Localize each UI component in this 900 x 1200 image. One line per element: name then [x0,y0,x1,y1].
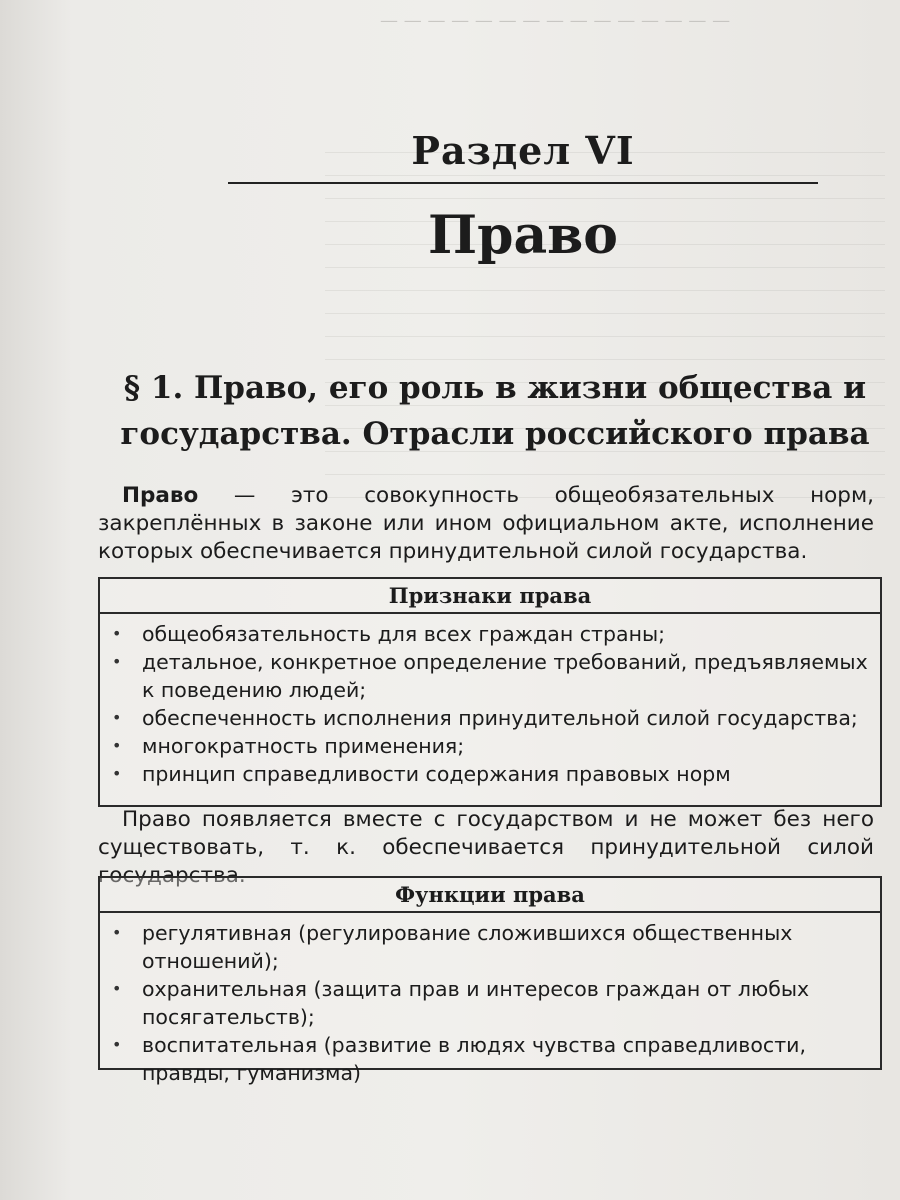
bullet-icon: • [112,652,122,671]
list-item: • принцип справедливости содержания правовых норм [112,762,731,786]
definition-term: Право [122,483,199,508]
bullet-icon: • [112,624,122,643]
definition-text: — это совокупность общеобязательных норм, закреплённых в законе или ином официальном акте, исполнение которых обеспечивается принудительной силой государства. [98,483,874,564]
bullet-icon: • [112,708,122,727]
bullet-icon: • [112,1035,122,1054]
definition-paragraph [98,482,874,566]
bleed-through-header: — — — — — — — — — — — — — — — [380,10,731,31]
list-item: • общеобязательность для всех граждан страны; [112,622,666,646]
functions-of-law-box [98,876,882,1085]
section-heading: Раздел VI [411,128,635,173]
functions-list [100,913,880,1091]
paragraph-heading: § 1. Право, его роль в жизни общества и государства. Отрасли российского права [120,370,870,452]
signs-of-law-box [98,577,882,807]
list-item: • воспитательная (развитие в людях чувства справедливости, правды, гуманизма) [112,1033,806,1085]
bullet-icon: • [112,764,122,783]
bullet-icon: • [112,923,122,942]
part-title: Право [428,205,618,266]
bullet-icon: • [112,979,122,998]
list-item: • многократность применения; [112,734,465,758]
heading-divider [228,182,818,184]
list-item: • охранительная (защита прав и интересов граждан от любых посягательств); [112,977,810,1029]
list-item: • обеспеченность исполнения принудительной силой государства; [112,706,858,730]
list-item: • детальное, конкретное определение требований, предъявляемых к поведению людей; [112,650,868,702]
list-item: • регулятивная (регулирование сложившихся общественных отношений); [112,921,793,973]
bullet-icon: • [112,736,122,755]
functions-box-title: Функции права [100,878,880,913]
signs-list [100,614,880,792]
signs-box-title: Признаки права [100,579,880,614]
state-law-paragraph: Право появляется вместе с государством и не может без него существовать, т. к. обеспечивается принудительной силой государства. [98,807,874,888]
